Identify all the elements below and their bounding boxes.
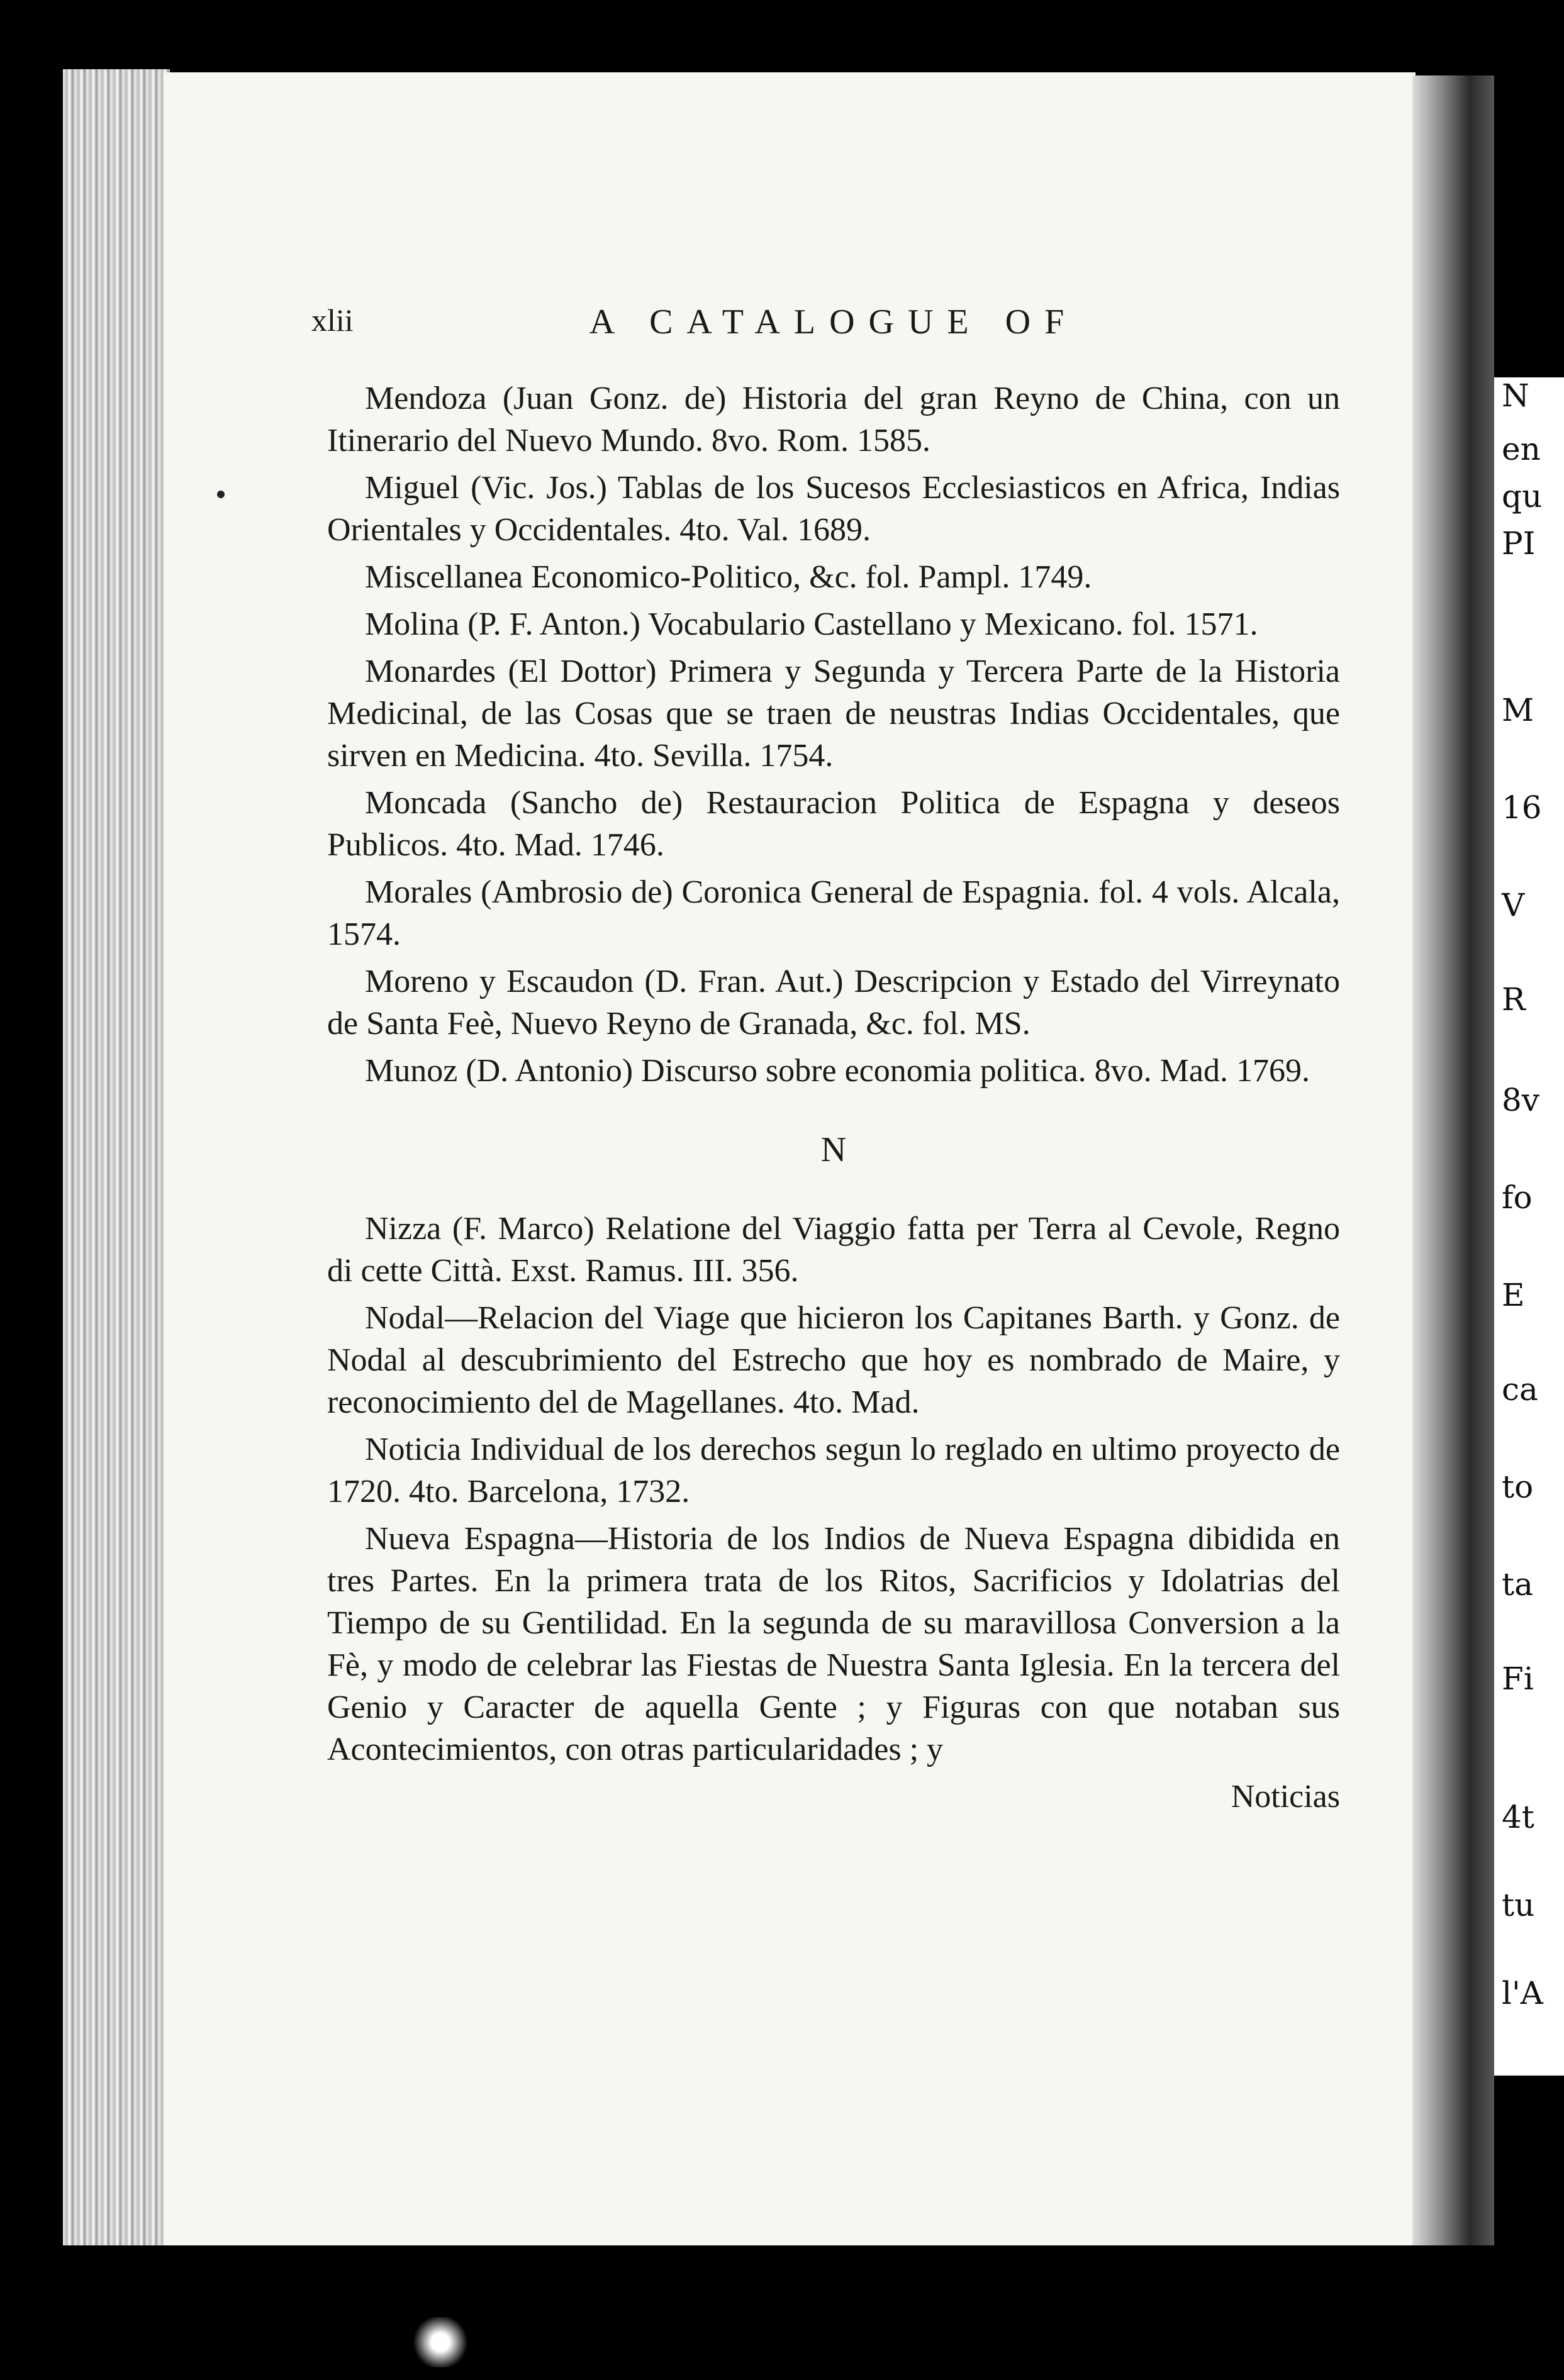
facing-fragment: en — [1502, 431, 1541, 467]
catalogue-entry: Miguel (Vic. Jos.) Tablas de los Sucesos Ecclesiasticos en Africa, Indias Orientales y Occidentales. 4to. Val. 1689. — [327, 470, 1340, 548]
facing-fragment: M — [1502, 692, 1534, 728]
ink-dot — [217, 491, 225, 498]
facing-fragment: to — [1502, 1469, 1534, 1505]
facing-fragment: l'A — [1502, 1975, 1543, 2011]
section-heading: N — [820, 1130, 847, 1169]
catalogue-entry: Nodal—Relacion del Viage que hicieron los Capitanes Barth. y Gonz. de Nodal al descubrimiento del Estrecho que hoy es nombrado de Maire, y reconocimiento del de Magellanes. 4to. Mad. — [327, 1300, 1340, 1420]
facing-fragment: R — [1502, 981, 1526, 1018]
facing-fragment: qu — [1502, 478, 1543, 514]
catalogue-entry: Nueva Espagna—Historia de los Indios de Nueva Espagna dibidida en tres Partes. En la primera trata de los Ritos, Sacrificios y Idolatrias del Tiempo de su Gentilidad. En la segunda de su maravillosa Conversion a la Fè, y modo de celebrar las Fiestas de Nuestra Santa Iglesia. En la tercera del Genio y Caracter de aquella Gente ; y Figuras con que notaban sus Acontecimientos, con otras particularidades ; y — [327, 1521, 1340, 1767]
facing-fragment: ta — [1502, 1566, 1533, 1603]
facing-fragment: V — [1502, 887, 1525, 923]
catalogue-entry: Molina (P. F. Anton.) Vocabulario Castellano y Mexicano. fol. 1571. — [365, 606, 1258, 642]
running-head — [311, 302, 1340, 359]
facing-fragment: 8v — [1502, 1082, 1540, 1118]
facing-fragment: N — [1502, 377, 1529, 414]
facing-fragment: E — [1502, 1277, 1525, 1313]
catalogue-entry: Nizza (F. Marco) Relatione del Viaggio fatta per Terra al Cevole, Regno di cette Città. Exst. Ramus. III. 356. — [327, 1211, 1340, 1289]
catchword: Noticias — [1231, 1779, 1340, 1815]
left-page-edge — [63, 69, 170, 2245]
page-content — [311, 302, 1340, 1818]
catalogue-entry: Munoz (D. Antonio) Discurso sobre economia politica. 8vo. Mad. 1769. — [365, 1053, 1310, 1089]
catalogue-entry: Morales (Ambrosio de) Coronica General de Espagnia. fol. 4 vols. Alcala, 1574. — [327, 874, 1340, 952]
catalogue-entry: Moncada (Sancho de) Restauracion Politica de Espagna y deseos Publicos. 4to. Mad. 1746. — [327, 785, 1340, 863]
catalogue-entry: Mendoza (Juan Gonz. de) Historia del gran Reyno de China, con un Itinerario del Nuevo Mundo. 8vo. Rom. 1585. — [327, 381, 1340, 459]
facing-page-strip — [1494, 377, 1564, 2076]
facing-fragment: ca — [1502, 1371, 1538, 1408]
binding-shadow — [1412, 75, 1494, 2245]
facing-fragment: 16 — [1502, 789, 1542, 826]
scan-artifact — [403, 2317, 478, 2367]
catalogue-entry: Moreno y Escaudon (D. Fran. Aut.) Descripcion y Estado del Virreynato de Santa Feè, Nuevo Reyno de Granada, &c. fol. MS. — [327, 964, 1340, 1042]
facing-fragment: tu — [1502, 1887, 1535, 1923]
facing-fragment: PI — [1502, 525, 1536, 562]
facing-fragment: Fi — [1502, 1660, 1534, 1697]
facing-fragment: 4t — [1502, 1799, 1534, 1835]
catalogue-entry: Noticia Individual de los derechos segun lo reglado en ultimo proyecto de 1720. 4to. Barcelona, 1732. — [327, 1432, 1340, 1510]
running-title: A CATALOGUE OF — [589, 303, 1078, 342]
facing-fragment: fo — [1502, 1179, 1533, 1216]
page-number: xlii — [311, 303, 354, 338]
catalogue-entry: Miscellanea Economico-Politico, &c. fol. Pampl. 1749. — [365, 559, 1092, 595]
catalogue-entry: Monardes (El Dottor) Primera y Segunda y Tercera Parte de la Historia Medicinal, de las Cosas que se traen de neustras Indias Occidentales, que sirven en Medicina. 4to. Sevilla. 1754. — [327, 653, 1340, 774]
